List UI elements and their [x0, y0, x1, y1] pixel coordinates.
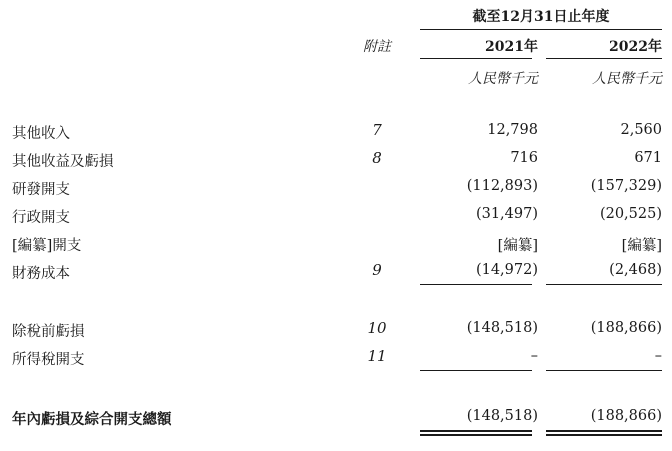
row-2022-rnd-expenses: (157,329) [590, 178, 662, 194]
row-label-income-tax: 所得稅開支 [12, 352, 85, 368]
row-label-loss-before-tax: 除稅前虧損 [12, 324, 85, 340]
subtotal-rule-2022 [546, 284, 662, 285]
row-label-admin-expenses: 行政開支 [12, 210, 70, 226]
pre-total-rule-2022 [546, 370, 662, 371]
row-label-finance-costs: 財務成本 [12, 266, 70, 282]
row-label-other-gains-losses: 其他收益及虧損 [12, 154, 114, 170]
row-label-redacted-expenses: [編纂]開支 [12, 238, 82, 254]
unit-2021: 人民幣千元 [468, 71, 538, 87]
subtotal-rule-2021 [420, 284, 532, 285]
period-header-rule [420, 29, 662, 30]
row-2021-redacted-expenses: [編纂] [497, 238, 538, 254]
year-2021-header: 2021年 [485, 39, 538, 55]
unit-2022: 人民幣千元 [592, 71, 662, 87]
row-2022-loss-before-tax: (188,866) [590, 320, 662, 336]
row-2021-other-gains-losses: 716 [510, 150, 538, 166]
row-note-loss-before-tax: 10 [367, 319, 387, 337]
row-2022-income-tax: – [654, 348, 662, 364]
row-2021-total-comprehensive-loss: (148,518) [466, 408, 538, 424]
note-column-header: 附註 [363, 39, 391, 55]
total-double-rule-2021-bottom [420, 434, 532, 436]
row-2022-finance-costs: (2,468) [609, 262, 662, 278]
row-label-other-income: 其他收入 [12, 126, 70, 142]
row-2022-admin-expenses: (20,525) [599, 206, 662, 222]
total-double-rule-2022-bottom [546, 434, 662, 436]
period-header: 截至12月31日止年度 [472, 9, 610, 25]
year-2022-header: 2022年 [609, 39, 662, 55]
row-2021-admin-expenses: (31,497) [475, 206, 538, 222]
row-2022-other-gains-losses: 671 [634, 150, 662, 166]
row-2022-other-income: 2,560 [620, 122, 662, 138]
row-2021-income-tax: – [530, 348, 538, 364]
pre-total-rule-2021 [420, 370, 532, 371]
year-2022-rule [546, 58, 662, 59]
row-label-total-comprehensive-loss: 年內虧損及綜合開支總額 [12, 411, 172, 428]
total-double-rule-2021-top [420, 430, 532, 432]
total-double-rule-2022-top [546, 430, 662, 432]
row-note-finance-costs: 9 [372, 261, 382, 279]
row-label-rnd-expenses: 研發開支 [12, 182, 70, 198]
row-2021-other-income: 12,798 [487, 122, 538, 138]
row-2021-finance-costs: (14,972) [475, 262, 538, 278]
row-2022-redacted-expenses: [編纂] [621, 238, 662, 254]
year-2021-rule [420, 58, 532, 59]
row-note-income-tax: 11 [367, 347, 387, 365]
row-2021-loss-before-tax: (148,518) [466, 320, 538, 336]
row-note-other-income: 7 [372, 121, 382, 139]
row-2022-total-comprehensive-loss: (188,866) [590, 408, 662, 424]
row-note-other-gains-losses: 8 [372, 149, 382, 167]
row-2021-rnd-expenses: (112,893) [466, 178, 538, 194]
